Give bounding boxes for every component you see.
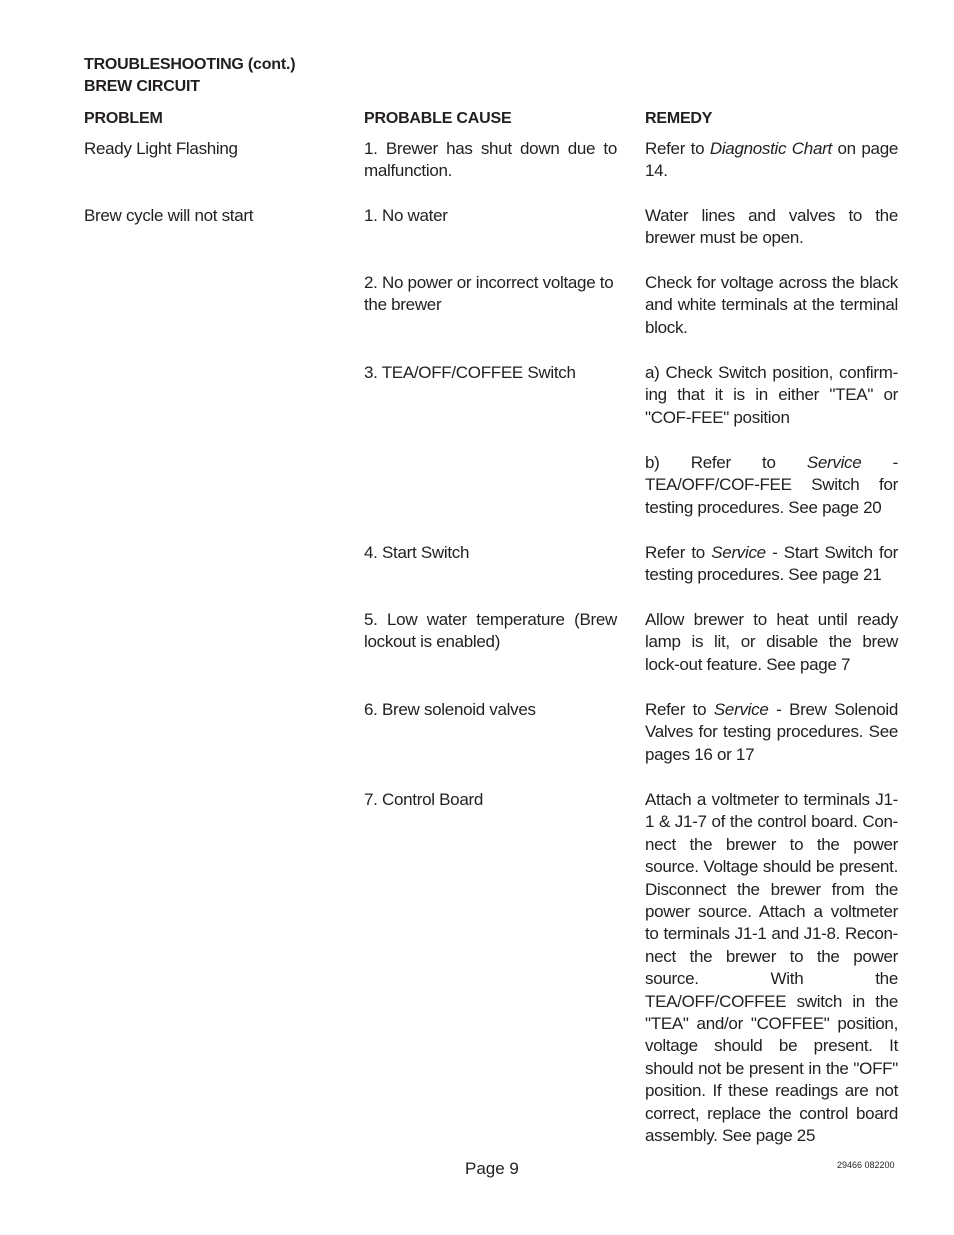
remedy-text: Refer to <box>645 700 714 719</box>
column-header-cause: PROBABLE CAUSE <box>364 110 512 127</box>
remedy-heat-brewer: Allow brewer to heat until ready lamp is lit, or disable the brew lock-out feature. See page 7 <box>645 610 898 674</box>
problem-brew-cycle: Brew cycle will not start <box>84 206 254 225</box>
remedy-brew-solenoid <box>645 699 898 766</box>
remedy-switch-service <box>645 452 898 519</box>
remedy-reference: Service <box>806 453 862 472</box>
page-number: Page 9 <box>465 1159 519 1178</box>
document-number: 29466 082200 <box>837 1160 895 1170</box>
remedy-text: - Brew Solenoid Valves for testing procedures. See pages 16 or 17 <box>645 700 898 764</box>
remedy-text: - Start Switch for testing procedures. See page 21 <box>645 543 898 585</box>
remedy-text: b) Refer to <box>645 453 807 472</box>
column-header-remedy: REMEDY <box>645 110 713 127</box>
remedy-reference: Diagnostic Chart <box>709 139 832 158</box>
section-subtitle: BREW CIRCUIT <box>84 78 200 95</box>
cause-tea-off-coffee-switch: 3. TEA/OFF/COFFEE Switch <box>364 363 576 382</box>
cause-shutdown: 1. Brewer has shut down due to malfunction. <box>364 139 617 181</box>
remedy-text: Refer to <box>645 139 710 158</box>
remedy-start-switch <box>645 542 898 587</box>
column-header-problem: PROBLEM <box>84 110 163 127</box>
remedy-control-board: Attach a voltmeter to terminals J1-1 & J1-7 of the control board. Con-nect the brewer to the power source. Voltage should be present. Disconnect the brewer from the power source. Attach a voltmeter to terminals J1-1 and J1-8. Recon-nect the brewer to the power source. With the TEA/OFF/COFFEE switch in the "TEA" and/or "COFFEE" position, voltage should be present. It should not be present in the "OFF" position. If these readings are not correct, replace the control board assembly. See page 25 <box>645 790 898 1146</box>
remedy-text: Refer to <box>645 543 712 562</box>
remedy-water-lines: Water lines and valves to the brewer must be open. <box>645 206 898 248</box>
cause-start-switch: 4. Start Switch <box>364 543 470 562</box>
remedy-text: - TEA/OFF/COF-FEE Switch for testing procedures. See page 20 <box>645 453 898 517</box>
remedy-check-voltage: Check for voltage across the black and white terminals at the terminal block. <box>645 273 898 337</box>
cause-low-water-temp: 5. Low water temperature (Brew lockout is enabled) <box>364 610 617 652</box>
remedy-text: on page 14. <box>645 139 899 181</box>
remedy-reference: Service <box>711 543 766 562</box>
problem-ready-light: Ready Light Flashing <box>84 139 238 158</box>
section-title: TROUBLESHOOTING (cont.) <box>84 56 296 73</box>
cause-no-water: 1. No water <box>364 206 448 225</box>
cause-brew-solenoid: 6. Brew solenoid valves <box>364 700 536 719</box>
cause-control-board: 7. Control Board <box>364 790 483 809</box>
cause-no-power: 2. No power or incorrect voltage to the brewer <box>364 273 614 315</box>
remedy-reference: Service <box>713 700 769 719</box>
remedy-diagnostic-chart <box>645 138 898 183</box>
remedy-switch-position: a) Check Switch position, confirm-ing that it is in either "TEA" or "COF-FEE" position <box>645 363 898 427</box>
